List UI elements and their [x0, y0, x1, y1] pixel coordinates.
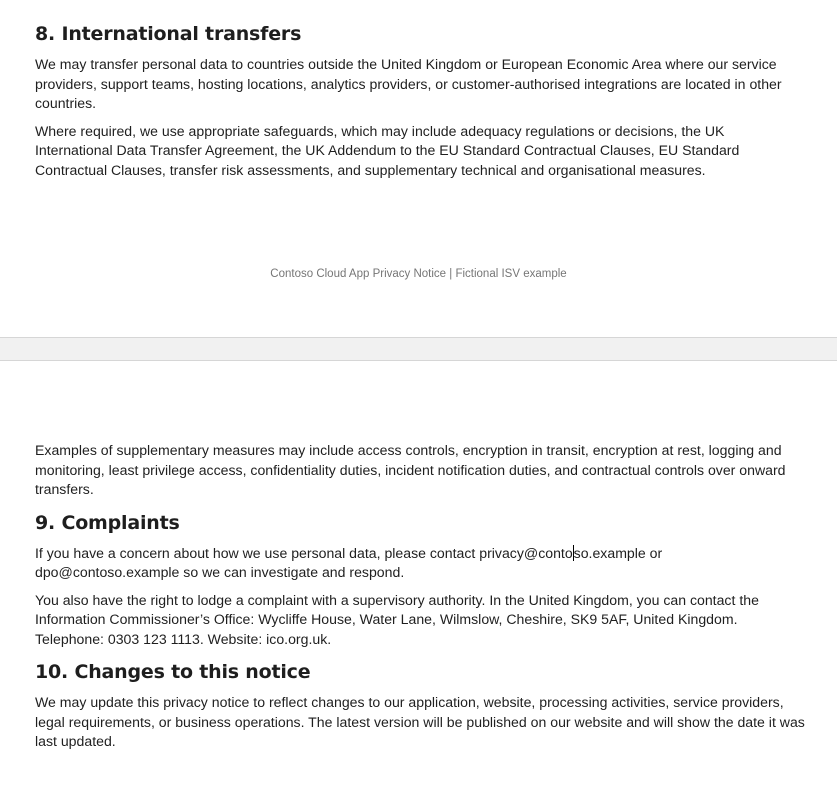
section-8-heading: 8. International transfers	[35, 23, 302, 45]
section-10-heading: 10. Changes to this notice	[35, 661, 311, 683]
paragraph-text-before-caret: If you have a concern about how we use personal data, please contact privacy@conto	[35, 544, 573, 561]
page-2-content	[35, 441, 805, 760]
page-footer: Contoso Cloud App Privacy Notice | Fictional ISV example	[270, 268, 567, 280]
section-8-paragraph-1: We may transfer personal data to countries outside the United Kingdom or European Economic Area where our service providers, support teams, hosting locations, analytics providers, or customer-authorised integrations are located in other countries.	[35, 56, 782, 111]
document-page-1	[0, 0, 837, 337]
section-9-paragraph-1[interactable]	[35, 544, 805, 583]
section-9-heading: 9. Complaints	[35, 511, 180, 534]
continuation-paragraph: Examples of supplementary measures may include access controls, encryption in transit, encryption at rest, logging and monitoring, least privilege access, confidentiality duties, incident notification duties, and contractual controls over onward transfers.	[35, 442, 786, 497]
paragraph-text-after-caret: so.example or dpo@contoso.example so we can investigate and respond.	[35, 544, 663, 580]
section-9-paragraph-2: You also have the right to lodge a complaint with a supervisory authority. In the United Kingdom, you can contact the Information Commissioner’s Office: Wycliffe House, Water Lane, Wilmslow, Cheshire, SK9 5AF, United Kingdom. Telephone: 0303 123 1113. Website: ico.org.uk.	[35, 591, 759, 647]
page-1-content	[35, 22, 805, 188]
section-8-paragraph-2: Where required, we use appropriate safeguards, which may include adequacy regulations or decisions, the UK International Data Transfer Agreement, the UK Addendum to the EU Standard Contractual Clauses, EU Standard Contractual Clauses, transfer risk assessments, and supplementary technical and organisational measures.	[35, 122, 740, 178]
section-10-paragraph-1: We may update this privacy notice to reflect changes to our application, website, processing activities, service providers, legal requirements, or business operations. The latest version will be published on our website and will show the date it was last updated.	[35, 694, 805, 749]
document-page-2	[0, 361, 837, 807]
page-break	[0, 337, 837, 361]
